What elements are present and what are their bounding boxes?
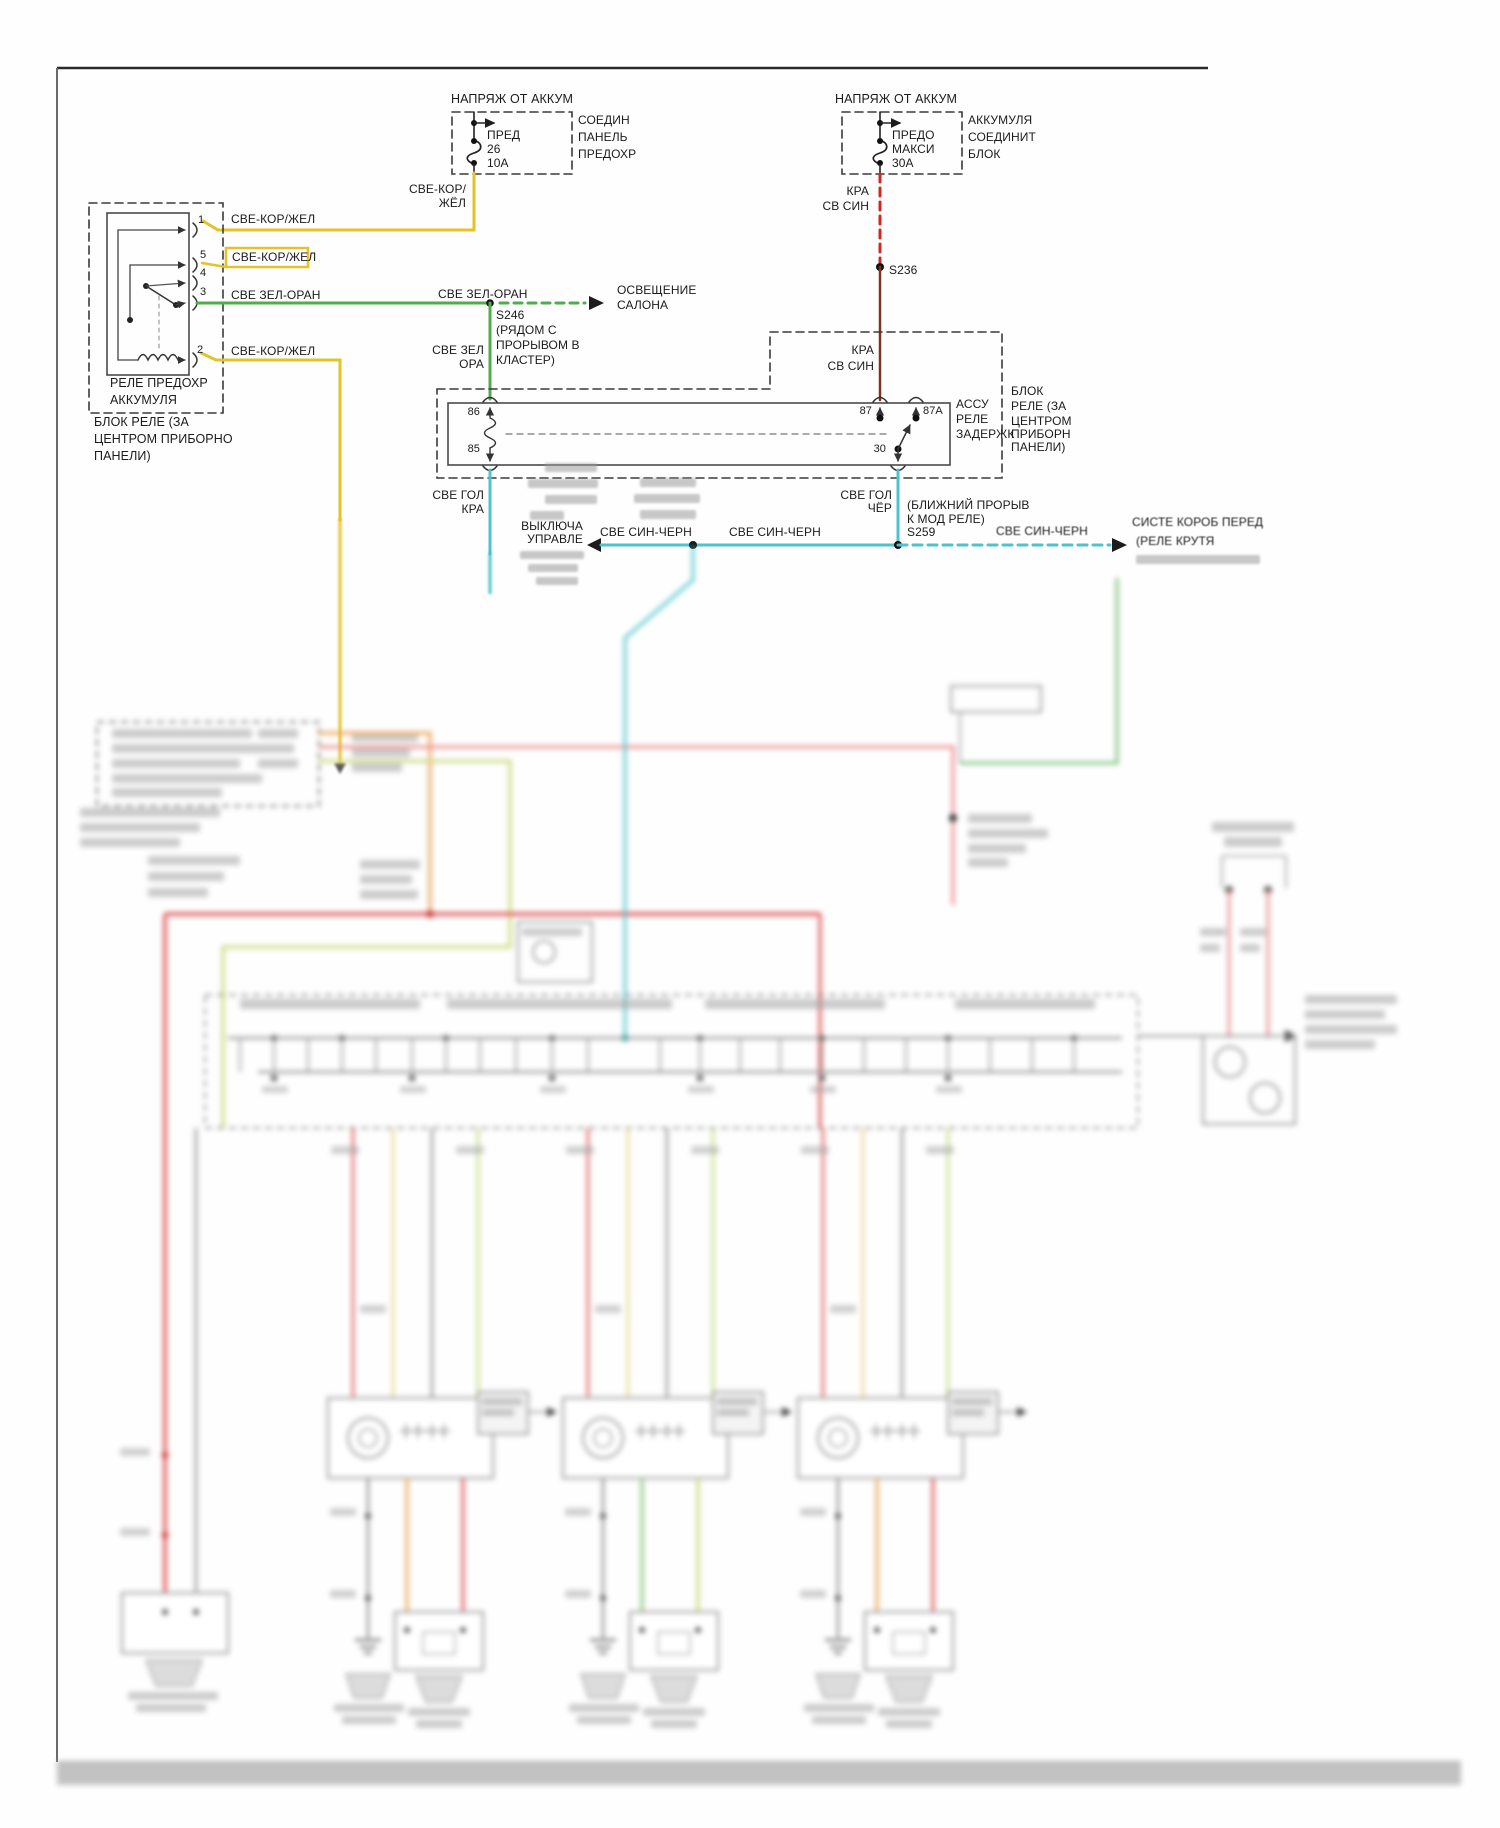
splice-label: (БЛИЖНИЙ ПРОРЫВ (907, 498, 1030, 512)
relay-name-label: АККУМУЛЯ (110, 393, 177, 407)
battery-junction-block-label: АККУМУЛЯ (968, 113, 1033, 127)
sharp-circuit (89, 112, 1127, 554)
destination-label: УПРАВЛЕ (527, 532, 583, 546)
battery-junction-block-label: БЛОК (968, 147, 1001, 161)
wire-color-label: СВЕ СИН-ЧЕРН (996, 524, 1088, 538)
relay-block-label: ЦЕНТРОМ (1011, 414, 1072, 428)
wire-color-label: СВ СИН (827, 359, 874, 373)
relay-block-label: БЛОК РЕЛЕ (ЗА (94, 415, 189, 429)
destination-label: ВЫКЛЮЧА (521, 519, 583, 533)
relay-pin-number: 87 (859, 405, 872, 417)
wire-color-label: СВЕ СИН-ЧЕРН (600, 525, 692, 539)
wire-color-label: СВЕ-КОР/ЖЕЛ (231, 344, 316, 358)
arrow-to-transaxle (1112, 538, 1127, 552)
fuse-value-label: 26 (487, 142, 501, 156)
splice-label: S246 (496, 308, 525, 322)
wire-color-label: СВЕ-КОР/ (409, 182, 466, 196)
wire-color-label: ОРА (459, 357, 484, 371)
destination-label: ОСВЕЩЕНИЕ (617, 283, 697, 297)
wire-color-label: КРА (846, 184, 869, 198)
wire-color-label: СВЕ ЗЕЛ-ОРАН (231, 288, 321, 302)
relay-block-label: ЦЕНТРОМ ПРИБОРНО (94, 432, 233, 446)
splice-label: S259 (907, 525, 936, 539)
destination-label: САЛОНА (617, 298, 669, 312)
lamp-assembly-2 (563, 1392, 791, 1728)
fuse-panel-block-label: СОЕДИН (578, 113, 630, 127)
wire-color-label: СВЕ-КОР/ЖЕЛ (232, 250, 317, 264)
wire-color-label: СВЕ ГОЛ (432, 488, 484, 502)
relay-block-label: БЛОК (1011, 384, 1044, 398)
fuse-value-label: 10A (487, 156, 509, 170)
destination-label: (РЕЛЕ КРУТЯ (1136, 534, 1215, 548)
relay-name-label: АССУ (956, 397, 989, 411)
arrow-to-interior-lighting (589, 296, 604, 310)
battery-junction-title: НАПРЯЖ ОТ АККУМ (834, 92, 958, 106)
wire-color-label: СВЕ ГОЛ (840, 488, 892, 502)
splice-label: ПРОРЫВОМ В (496, 338, 580, 352)
relay-block-label: РЕЛЕ (ЗА (1011, 399, 1067, 413)
relay-pin-number: 3 (200, 286, 207, 298)
wire-color-label: ЧЁР (867, 501, 892, 515)
fuse-value-label: ПРЕДО (892, 128, 935, 142)
relay-block-label: ПАНЕЛИ) (94, 449, 151, 463)
fuse-panel-block-label: ПРЕДОХР (578, 147, 637, 161)
relay-name-label: ЗАДЕРЖК (956, 427, 1015, 441)
bottom-left-component (120, 1448, 228, 1712)
relay-pin-number: 4 (200, 267, 207, 279)
splice-label: (РЯДОМ С (496, 323, 557, 337)
wire-color-label: СВЕ СИН-ЧЕРН (729, 525, 821, 539)
wire-color-label: СВЕ-КОР/ЖЕЛ (231, 212, 316, 226)
fuse-panel-symbol (452, 112, 572, 174)
wire-color-label: ЖЁЛ (438, 196, 466, 210)
relay-pin-number: 1 (198, 214, 205, 226)
lamp-assembly-1 (328, 1392, 556, 1728)
wire-color-label: КРА (461, 502, 484, 516)
blurred-lower-circuit (57, 545, 1461, 1785)
relay-pin-number: 87A (923, 405, 943, 417)
wire-color-label: СВЕ ЗЕЛ-ОРАН (438, 287, 528, 301)
fuse-value-label: ПРЕД (487, 128, 521, 142)
wire-color-label: КРА (851, 343, 874, 357)
destination-label: СИСТЕ КОРОБ ПЕРЕД (1132, 515, 1264, 529)
relay-pin-number: 85 (467, 443, 480, 455)
fuse-value-label: МАКСИ (892, 142, 935, 156)
relay-pin-number: 2 (197, 344, 204, 356)
relay-block-label: ПАНЕЛИ) (1011, 440, 1066, 454)
relay-block-label: ПРИБОРН (1011, 427, 1071, 441)
arrow-to-control-switch (587, 538, 601, 552)
relay-pin-number: 86 (467, 406, 480, 418)
battery-junction-block-label: СОЕДИНИТ (968, 130, 1036, 144)
splice-label: КЛАСТЕР) (496, 353, 556, 367)
fuse-panel-title: НАПРЯЖ ОТ АККУМ (450, 92, 574, 106)
lamp-assembly-3 (798, 1392, 1026, 1728)
relay-name-label: РЕЛЕ ПРЕДОХР (110, 376, 208, 390)
splice-label: S236 (889, 263, 918, 277)
wire-color-label: СВЕ ЗЕЛ (432, 343, 484, 357)
fuse-value-label: 30A (892, 156, 914, 170)
relay-pin-number: 5 (200, 249, 207, 261)
relay-pin-number: 30 (873, 443, 886, 455)
fuse-panel-block-label: ПАНЕЛЬ (578, 130, 628, 144)
relay-name-label: РЕЛЕ (956, 412, 989, 426)
wire-color-label: СВ СИН (822, 199, 869, 213)
splice-label: К МОД РЕЛЕ) (907, 512, 985, 526)
